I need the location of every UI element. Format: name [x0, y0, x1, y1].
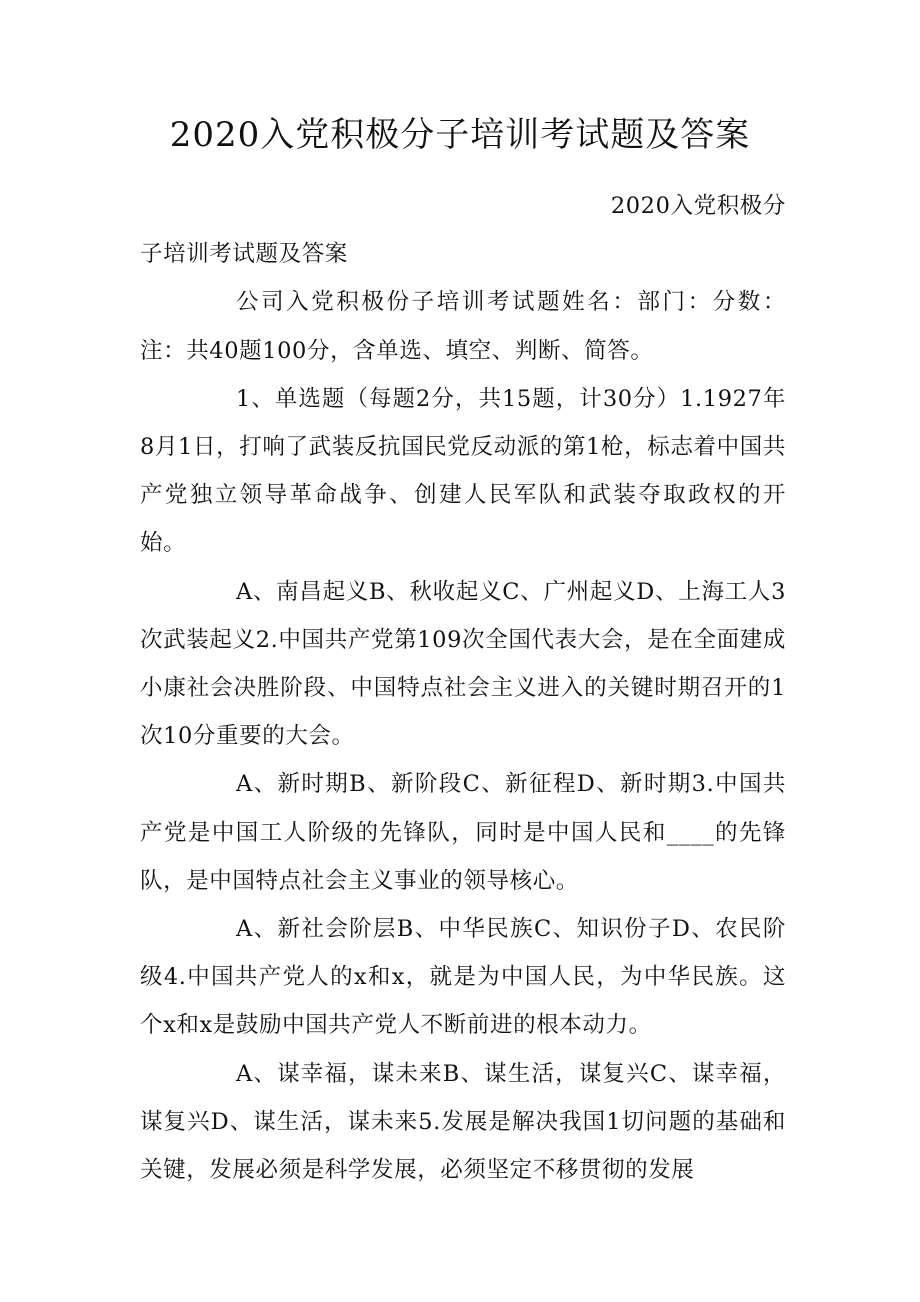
- subtitle-line-2: 子培训考试题及答案: [140, 241, 348, 268]
- document-title: 2020入党积极分子培训考试题及答案: [169, 115, 751, 155]
- paragraph-options-3: A、新社会阶层B、中华民族C、知识份子D、农民阶级4.中国共产党人的x和x，就是为中国人民，为中华民族。这个x和x是鼓励中国共产党人不断前进的根本动力。: [140, 916, 786, 1039]
- paragraph-intro: 公司入党积极份子培训考试题姓名：部门：分数：注：共40题100分，含单选、填空、判断、简答。: [140, 289, 786, 364]
- paragraph-options-4: A、谋幸福，谋未来B、谋生活，谋复兴C、谋幸福，谋复兴D、谋生活，谋未来5.发展是解决我国1切问题的基础和关键，发展必须是科学发展，必须坚定不移贯彻的发展: [140, 1060, 786, 1184]
- paragraph-options-2: A、新时期B、新阶段C、新征程D、新时期3.中国共产党是中国工人阶级的先锋队，同时是中国人民和____的先锋队，是中国特点社会主义事业的领导核心。: [140, 771, 786, 894]
- document-body: [140, 182, 786, 1194]
- paragraph-question-1: 1、单选题（每题2分，共15题，计30分）1.1927年8月1日，打响了武装反抗国民党反动派的第1枪，标志着中国共产党独立领导革命战争、创建人民军队和武装夺取政权的开始。: [140, 385, 786, 557]
- paragraph-options-1: A、南昌起义B、秋收起义C、广州起义D、上海工人3次武装起义2.中国共产党第109次全国代表大会，是在全面建成小康社会决胜阶段、中国特点社会主义进入的关键时期召开的1次10分重要的大会。: [140, 578, 786, 750]
- subtitle-line-1: 2020入党积极分: [610, 193, 786, 219]
